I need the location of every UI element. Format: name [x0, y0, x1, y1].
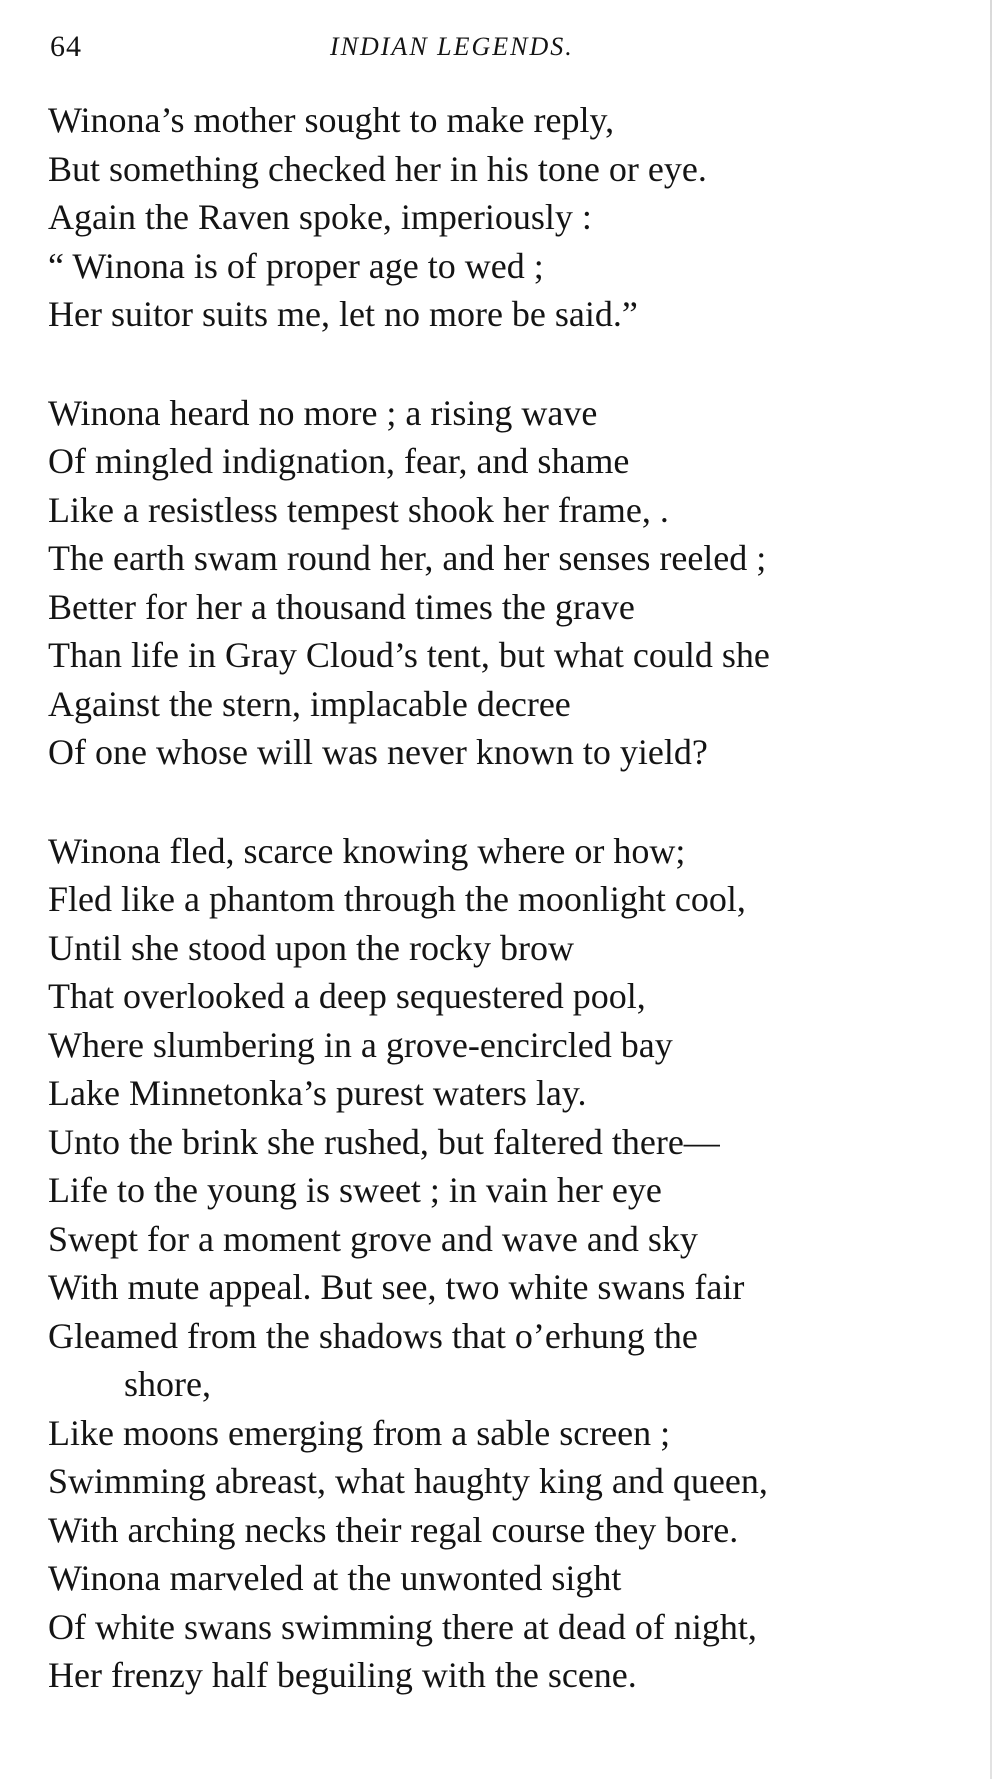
poem-line: Of mingled indignation, fear, and shame: [48, 441, 630, 481]
stanza-1: [48, 96, 948, 339]
poem-line: Of one whose will was never known to yield?: [48, 732, 708, 772]
poem-line: Life to the young is sweet ; in vain her eye: [48, 1170, 662, 1210]
poem-line: Fled like a phantom through the moonlight cool,: [48, 879, 746, 919]
poem-line: The earth swam round her, and her senses reeled ;: [48, 538, 767, 578]
poem-line: Gleamed from the shadows that o’erhung the: [48, 1315, 698, 1356]
poem-line: Of white swans swimming there at dead of night,: [48, 1606, 757, 1647]
poem-line: Against the stern, implacable decree: [48, 683, 571, 724]
poem-line: Winona heard no more ; a rising wave: [48, 392, 598, 433]
poem-line: With arching necks their regal course they bore.: [48, 1509, 739, 1550]
poem-line: Winona marveled at the unwonted sight: [48, 1558, 622, 1598]
poem-line: Unto the brink she rushed, but faltered there—: [48, 1121, 720, 1162]
poem-line: Swimming abreast, what haughty king and queen,: [48, 1461, 768, 1501]
poem-line: That overlooked a deep sequestered pool,: [48, 976, 646, 1016]
poem-body: [48, 96, 948, 1700]
running-title: INDIAN LEGENDS.: [330, 32, 574, 61]
poem-line: Again the Raven spoke, imperiously :: [48, 197, 592, 237]
poem-line: With mute appeal. But see, two white swans fair: [48, 1267, 745, 1307]
poem-line: Better for her a thousand times the grave: [48, 586, 635, 627]
page-number: 64: [50, 30, 82, 63]
poem-line: Where slumbering in a grove-encircled bay: [48, 1024, 673, 1065]
poem-line: Until she stood upon the rocky brow: [48, 927, 574, 968]
stanza-2: [48, 389, 948, 777]
stanza-3: [48, 827, 948, 1700]
poem-line: Than life in Gray Cloud’s tent, but what could she: [48, 635, 770, 675]
poem-line-continuation: shore,: [124, 1364, 211, 1404]
poem-line: “ Winona is of proper age to wed ;: [48, 245, 544, 286]
page-edge-shadow: [990, 0, 992, 1779]
poem-line: But something checked her in his tone or eye.: [48, 148, 707, 189]
page-header: [50, 30, 940, 70]
poem-line: Like a resistless tempest shook her frame, .: [48, 489, 669, 530]
poem-line: Like moons emerging from a sable screen ;: [48, 1412, 671, 1453]
poem-line: Her suitor suits me, let no more be said.”: [48, 294, 638, 334]
poem-line: Winona’s mother sought to make reply,: [48, 100, 615, 140]
poem-line: Lake Minnetonka’s purest waters lay.: [48, 1073, 587, 1113]
poem-line: Winona fled, scarce knowing where or how;: [48, 830, 686, 871]
poem-line: Swept for a moment grove and wave and sky: [48, 1218, 698, 1259]
poem-line: Her frenzy half beguiling with the scene.: [48, 1655, 637, 1695]
